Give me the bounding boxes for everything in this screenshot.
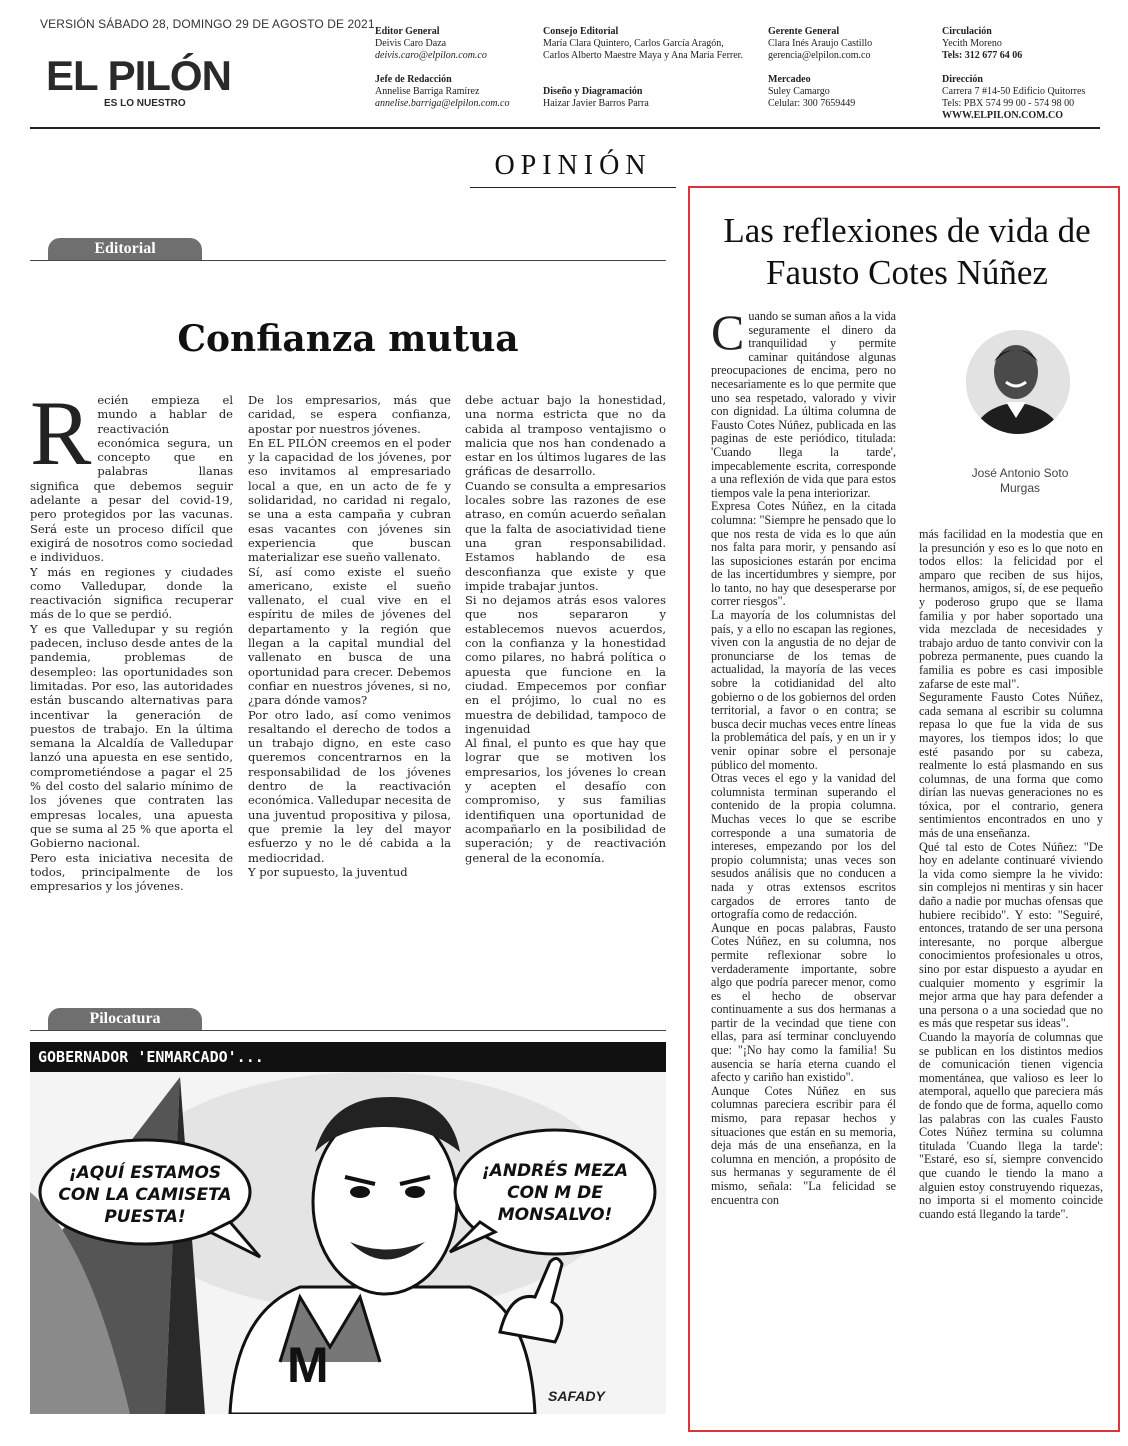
address-text: Carrera 7 #14-50 Edificio Quitorres (942, 86, 1086, 97)
staff-phone: Tels: 312 677 64 06 (942, 50, 1023, 61)
website-link[interactable]: WWW.ELPILON.COM.CO (942, 110, 1064, 121)
paragraph: Qué tal esto de Cotes Núñez: "De hoy en adelante continuaré viviendo la vida como siempre la he vivido: sin complejos ni mentiras y sin hacer daño a nadie por muchas ofensas que hubiere recibido". Y esto: "Seguiré, entonces, tratando de ser una persona interesante, no porque albergue conocimientos profesionales u otros, sino por estar dispuesto a ayudar en cualquier momento y esgrimir la mejor arma que hay para defender a una persona o a una sociedad que no es más que respetar sus ideas". (919, 839, 1103, 1031)
staff-title: Gerente General (768, 26, 840, 37)
drop-cap: R (30, 382, 92, 484)
paragraph: Al final, el punto es que hay que lograr que se motiven los empresarios, los jóvenes lo crean y acepten el desafío con compromiso, y sus familias identifiquen una oportunidad de acompañarlo en la posibilidad de superación; y de reactivación general de la economía. (465, 736, 666, 865)
staff-name: Clara Inés Araujo Castillo (768, 38, 873, 49)
shirt-letter: M (287, 1337, 329, 1393)
staff-address (942, 74, 1107, 122)
speech-bubble-left: ¡AQUÍ ESTAMOS CON LA CAMISETA PUESTA! (58, 1163, 232, 1227)
paragraph: De los empresarios, más que caridad, se espera confianza, apostar por nuestros jóvenes. (248, 393, 451, 436)
masthead-divider (30, 127, 1100, 129)
staff-title: Jefe de Redacción (375, 74, 452, 85)
column-text-right (919, 528, 1103, 1412)
staff-name: Annelise Barriga Ramírez (375, 86, 480, 97)
staff-board (543, 26, 748, 62)
paragraph: Seguramente Fausto Cotes Núñez, cada semana al escribir su columna repasa lo que fue la vida de sus mayores, los tiempos idos; lo que esté pasando por su cabeza, realmente lo está plasmando en sus columnas, de una forma que como dirían las nuevas generaciones no es tóxica, por el contrario, genera sentimientos encontrados en uno y más de una enseñanza. (919, 690, 1103, 841)
editorial-column-2 (248, 393, 451, 879)
staff-title: Consejo Editorial (543, 26, 619, 37)
author-portrait-icon (966, 330, 1070, 434)
staff-name: María Clara Quintero, Carlos García Aragón, Carlos Alberto Maestre Maya y Ana María Ferrer. (543, 38, 743, 61)
staff-email: gerencia@elpilon.com.co (768, 50, 871, 61)
staff-name: Yecith Moreno (942, 38, 1002, 49)
newspaper-logo: EL PILÓN (46, 52, 231, 99)
staff-name: Suley Camargo (768, 86, 830, 97)
author-name: José Antonio Soto Murgas (971, 466, 1069, 495)
section-underline (470, 187, 676, 188)
paragraph: Expresa Cotes Núñez, en la citada columna: "Siempre he pensado que lo que nos resta de vida es lo que aún nos falta para morir, y pensando así las suposiciones estarán por encima de las incertidumbres y siempre, por lo tanto, no hay que desesperarse por correr riesgos". (711, 499, 896, 609)
staff-manager (768, 26, 933, 62)
cartoon-banner-text: GOBERNADOR 'ENMARCADO'... (38, 1048, 264, 1066)
editorial-column-3 (465, 393, 666, 865)
paragraph: Pero esta iniciativa necesita de todos, principalmente de los empresarios y los jóvenes. (30, 850, 233, 894)
staff-editor (375, 26, 535, 62)
staff-phone: Celular: 300 7659449 (768, 98, 856, 109)
staff-title: Dirección (942, 74, 983, 85)
staff-marketing (768, 74, 933, 110)
staff-chief (375, 74, 535, 110)
cartoon-drawing (30, 1042, 666, 1414)
staff-name: Haizar Javier Barros Parra (543, 98, 649, 109)
editorial-headline: Confianza mutua (177, 318, 519, 360)
cartoon-label: Pilocatura (48, 1008, 202, 1030)
paragraph: más facilidad en la modestia que en la presunción y eso es lo que noto en todos ellos: la felicidad por el amparo que reciben de sus hijos, hermanos, amigos, sí, de ese pequeño y poderoso grupo que se llama familia y por haber soportado una vida mezclada de necesidades y trabajo arduo de tanto convivir con la pobreza permanente, pues cuando la familia es pobre es casi imposible zafarse de este mal". (919, 528, 1103, 691)
paragraph: Y más en regiones y ciudades como Valledupar, donde la reactivación significa recuperar más de lo que se perdió. (30, 564, 233, 622)
editorial-label: Editorial (48, 238, 202, 260)
paragraph: Por otro lado, así como venimos resaltando el derecho de todos a un trabajo digno, en este caso queremos concentrarnos en la responsabilidad de los jóvenes dentro de la reactivación económica. Valledupar necesita de una juventud propositiva y pilosa, que premie la ley del mayor esfuerzo y no le dé cabida a la mediocridad. (248, 707, 451, 865)
staff-circulation (942, 26, 1107, 62)
paragraph: Cuando la mayoría de columnas que se publican en los distintos medios de comunicación tienen vigencia momentánea, que valioso es leer lo atemporal, aquello que pareciera más de fondo que de forma, aquello como las palabras con las cuales Fausto Cotes Núñez termina su columna titulada 'Cuando llega la tarde': "Estaré, eso sí, siempre convencido que cuando le tiendo la mano a alguien estoy construyendo riquezas, no importa si el momento coincide cuando está llegando la tarde". (919, 1029, 1103, 1221)
staff-title: Diseño y Diagramación (543, 86, 643, 97)
cartoonist-signature: SAFADY (548, 1388, 605, 1404)
staff-title: Circulación (942, 26, 992, 37)
paragraph: Aunque Cotes Núñez en sus columnas pareciera escribir para él mismo, para repasar hechos y situaciones que están en su memoria, deja más de una enseñanza, en la columna en mención, a propósito de sus hermanas y seguramente de él mismo, señala: "La felicidad se encuentra con (711, 1083, 896, 1207)
staff-title: Mercadeo (768, 74, 811, 85)
staff-design (543, 86, 748, 110)
staff-title: Editor General (375, 26, 440, 37)
staff-email: deivis.caro@elpilon.com.co (375, 50, 487, 61)
logo-tagline: ES LO NUESTRO (104, 98, 186, 109)
paragraph: Aunque en pocas palabras, Fausto Cotes Núñez, en su columna, nos permite reflexionar sobre lo verdaderamente importante, sobre algo que podría parecer menor, como es el hecho de observar continuamente a sus dos hermanas a partir de la vecindad que tiene con ellas, para así terminar concluyendo que: "¡No hay como la familia! Su ausencia se haría eterna cuando el afecto y cariño han existido". (711, 920, 896, 1085)
column-headline: Las reflexiones de vida de Fausto Cotes Núñez (723, 211, 1091, 292)
address-phone: Tels: PBX 574 99 00 - 574 98 00 (942, 98, 1075, 109)
staff-email: annelise.barriga@elpilon.com.co (375, 98, 510, 109)
edition-date: VERSIÓN SÁBADO 28, DOMINGO 29 DE AGOSTO DE 2021 (40, 17, 375, 31)
paragraph: uando se suman años a la vida seguramente el dinero da tranquilidad y permite caminar quitándose algunas preocupaciones de encima, pero no necesariamente es lo que permite que uno sea respetado, valorado y vivir con dignidad. La última columna de Fausto Cotes Núñez, publicada en las paginas de este periódico, titulada: 'Cuando llega la tarde', impecablemente escrita, corresponde a una reflexión de vida que para estos tiempos vale la pena interiorizar. (711, 310, 896, 500)
staff-name: Deivis Caro Daza (375, 38, 447, 49)
editorial-rule (30, 260, 666, 261)
paragraph: Otras veces el ego y la vanidad del columnista terminan superando el contenido de la propia columna. Muchas veces lo que se escribe corresponde a una sumatoria de intereses, empezando por los del propio columnista; unas veces son sesudos análisis que no conducen a nada y otras extensos escritos cargados de errores tanto de ortografía como de redacción. (711, 771, 896, 922)
paragraph: Y por supuesto, la juventud (248, 864, 408, 879)
cartoon-illustration (30, 1042, 666, 1414)
paragraph: Y es que Valledupar y su región padecen, incluso desde antes de la pandemia, problemas de desempleo: las oportunidades son limitadas. Por eso, las autoridades están buscando alternativas para incentivar la generación de puestos de trabajo. En la última semana la Alcaldía de Valledupar lanzó una apuesta en ese sentido, comprometiéndose a pagar el 25 % del costo del salario mínimo de los jóvenes que contraten las empresas locales, una apuesta que se suma al 25 % que aporta el Gobierno nacional. (30, 621, 233, 851)
cartoon-rule (30, 1030, 666, 1031)
speech-bubble-right: ¡ANDRÉS MEZA CON M DE MONSALVO! (481, 1161, 629, 1225)
paragraph: La mayoría de los columnistas del país, y a ello no escapan las regiones, viven con la angustia de no dejar de pronunciarse de los temas de actualidad, la mayoría de las veces sobre la cotidianidad del alto gobierno o de los gobiernos del orden territorial, a favor o en contra; se busca decir muchas veces entre líneas la problemática del país, y en un ir y venir opinar sobre el personaje público del momento. (711, 608, 896, 772)
paragraph: Sí, así como existe el sueño americano, existe el sueño vallenato, el cual vive en el espíritu de miles de jóvenes del departamento y la región que llegan a la capital mundial del vallenato en busca de una oportunidad para crecer. Debemos confiar en nuestros jóvenes, si no, ¿para dónde vamos? (248, 564, 451, 708)
drop-cap: C (711, 310, 745, 360)
paragraph: En EL PILÓN creemos en el poder y la capacidad de los jóvenes, por eso invitamos al empresariado local a que, en un acto de fe y solidaridad, no caridad ni regalo, se una a esta campaña y cubran esas vacantes con jóvenes sin experiencia que buscan materializar ese sueño vallenato. (248, 435, 451, 565)
editorial-column-1 (30, 382, 233, 894)
author-photo (966, 330, 1070, 434)
paragraph: debe actuar bajo la honestidad, una norma estricta que no da cabida al tramposo ventajismo o malicia que nos han condenado a estar en los últimos lugares de las gráficas de desarrollo. (465, 393, 666, 479)
paragraph: Si no dejamos atrás esos valores que nos separaron y establecemos nuevos acuerdos, con la confianza y la honestidad como pilares, no habrá política o apuesta que funcione en la ciudad. Empecemos por confiar en el prójimo, lo cual no es muestra de debilidad, tampoco de ingenuidad (465, 593, 666, 736)
paragraph: Cuando se consulta a empresarios locales sobre las razones de ese atraso, en común acuerdo señalan que la falta de asociatividad tiene una gran responsabilidad. Estamos hablando de esa desconfianza que existe y que impide trabajar juntos. (465, 478, 666, 593)
section-title: OPINIÓN (494, 150, 652, 181)
column-text-left (711, 310, 896, 1410)
paragraph: ecién empieza el mundo a hablar de reactivación económica segura, un concepto que en palabras llanas significa que debemos seguir adelante a pesar del covid-19, pero protegidos por las vacunas. Será este un proceso difícil que exigirá de nosotros como sociedad e individuos. (30, 393, 233, 565)
